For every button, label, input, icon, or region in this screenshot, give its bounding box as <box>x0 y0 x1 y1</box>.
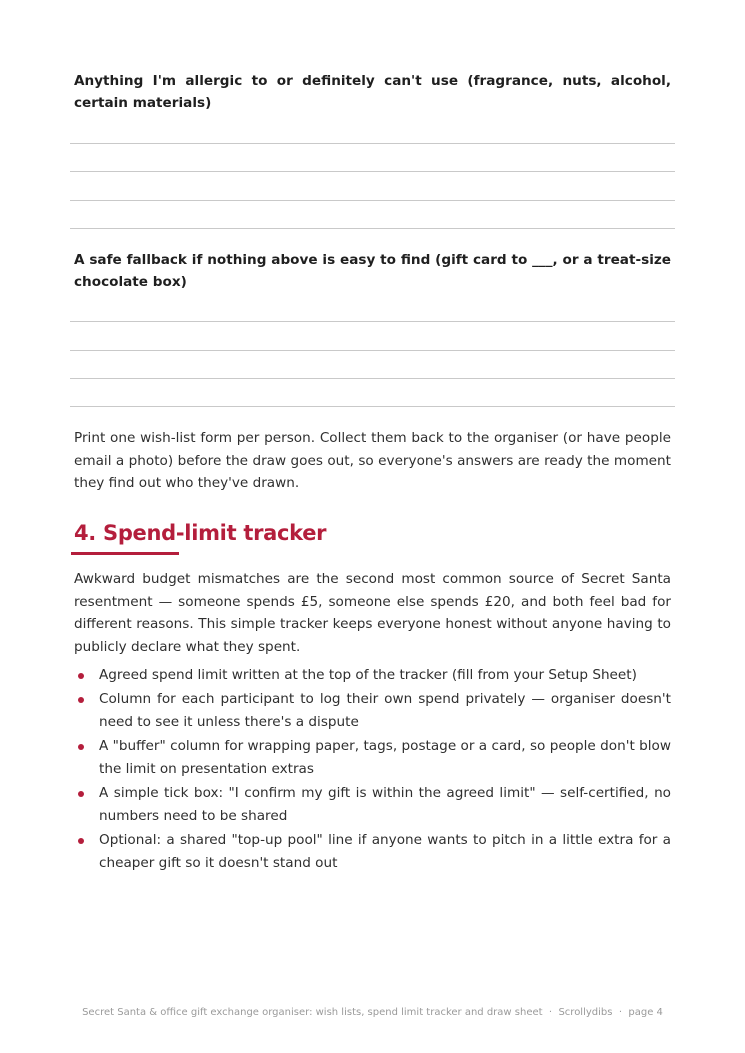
bullet-icon <box>78 744 84 750</box>
bullet-icon <box>78 838 84 844</box>
print-instructions: Print one wish-list form per person. Collect them back to the organiser (or have people email a photo) before the draw goes out, so everyone's answers are ready the moment they find out who they've drawn. <box>74 430 671 491</box>
list-item-text: Agreed spend limit written at the top of the tracker (fill from your Setup Sheet) <box>99 667 637 683</box>
list-item <box>74 782 671 828</box>
page-number: page 4 <box>628 1007 663 1018</box>
list-item-text: A "buffer" column for wrapping paper, tags, postage or a card, so people don't blow the limit on presentation extras <box>99 738 671 777</box>
answer-line <box>70 378 675 379</box>
footer-separator: · <box>548 1007 553 1018</box>
heading-underline <box>71 552 179 555</box>
answer-line <box>70 143 675 144</box>
list-item <box>74 664 671 687</box>
question-label-fallback: A safe fallback if nothing above is easy to find (gift card to ___, or a treat-size chocolate box) <box>74 252 671 290</box>
answer-line <box>70 200 675 201</box>
tracker-features-list <box>74 664 671 876</box>
answer-line <box>70 171 675 172</box>
footer-title: Secret Santa & office gift exchange organiser: wish lists, spend limit tracker and draw sheet <box>82 1007 543 1018</box>
footer-separator: · <box>618 1007 623 1018</box>
answer-line <box>70 321 675 322</box>
question-label-allergies: Anything I'm allergic to or definitely can't use (fragrance, nuts, alcohol, certain materials) <box>74 73 671 111</box>
list-item <box>74 735 671 781</box>
bullet-icon <box>78 697 84 703</box>
list-item-text: A simple tick box: "I confirm my gift is within the agreed limit" — self-certified, no numbers need to be shared <box>99 785 671 824</box>
list-item <box>74 829 671 875</box>
list-item-text: Optional: a shared "top-up pool" line if anyone wants to pitch in a little extra for a cheaper gift so it doesn't stand out <box>99 832 671 871</box>
list-item-text: Column for each participant to log their own spend privately — organiser doesn't need to see it unless there's a dispute <box>99 691 671 730</box>
answer-line <box>70 228 675 229</box>
bullet-icon <box>78 673 84 679</box>
section-heading: 4. Spend-limit tracker <box>74 521 327 545</box>
answer-line <box>70 406 675 407</box>
list-item <box>74 688 671 734</box>
footer-brand: Scrollydibs <box>558 1007 613 1018</box>
page-footer <box>0 1007 745 1018</box>
section-intro: Awkward budget mismatches are the second most common source of Secret Santa resentment — someone spends £5, someone else spends £20, and both feel bad for different reasons. This simple tracker keeps everyone honest without anyone having to publicly declare what they spent. <box>74 571 671 655</box>
answer-line <box>70 350 675 351</box>
bullet-icon <box>78 791 84 797</box>
